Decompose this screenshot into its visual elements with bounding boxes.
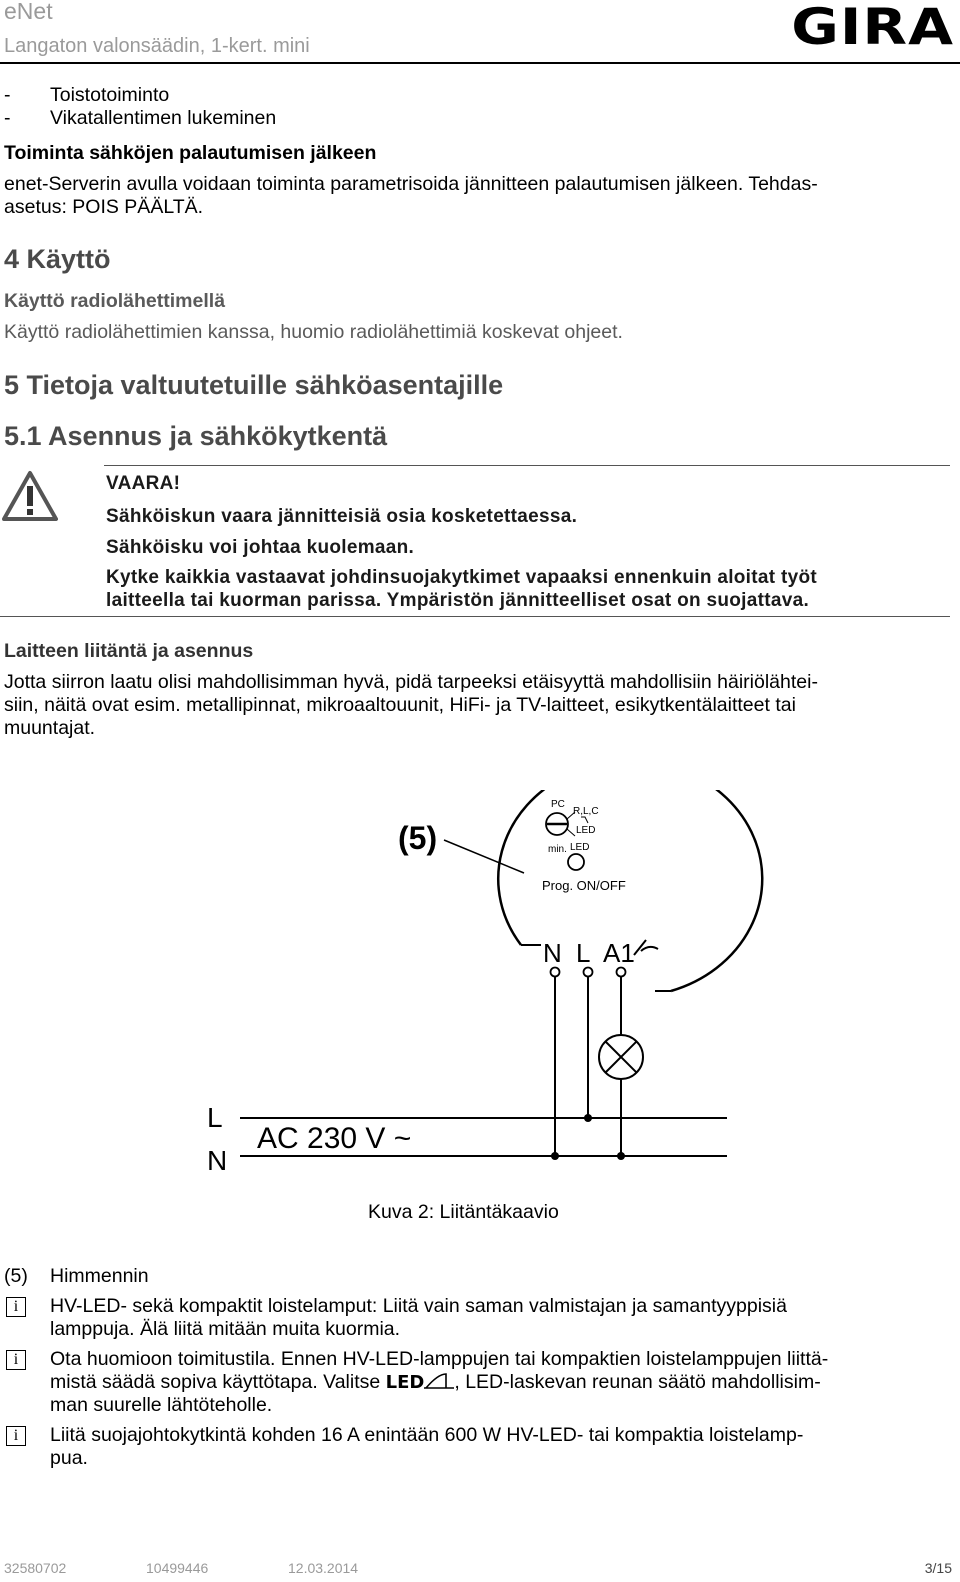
warning-line: Kytke kaikkia vastaavat johdinsuojakytkimet vapaaksi ennenkuin aloitat työt [106, 567, 817, 588]
dimmer-symbol-icon [634, 940, 658, 955]
supply-n-label: N [207, 1145, 228, 1176]
note-line [50, 1371, 950, 1394]
list-item-text: Vikatallentimen lukeminen [50, 107, 277, 129]
legend-text: Himmennin [50, 1265, 149, 1287]
info-icon: i [6, 1297, 26, 1317]
footer-article-number: 32580702 [4, 1560, 67, 1576]
figure-caption: Kuva 2: Liitäntäkaavio [368, 1201, 559, 1223]
section-5-heading: 5 Tietoja valtuutetuille sähköasentajille [4, 370, 504, 400]
power-restore-heading: Toiminta sähköjen palautumisen jälkeen [4, 142, 377, 164]
selector-led-min-label: LED [570, 842, 590, 853]
wiring-diagram [0, 790, 960, 1190]
section-4-subheading: Käyttö radiolähettimellä [4, 290, 226, 312]
list-dash: - [4, 107, 11, 129]
warning-line: laitteella tai kuorman parissa. Ympäristön jännitteelliset osat on suojattava. [106, 590, 810, 611]
section-4-text: Käyttö radiolähettimien kanssa, huomio radiolähettimiä koskevat ohjeet. [4, 321, 623, 343]
connection-heading: Laitteen liitäntä ja asennus [4, 640, 254, 662]
note-text: mistä säädä sopiva käyttötapa. Valitse [50, 1371, 381, 1393]
note-line: Liitä suojajohtokytkintä kohden 16 A enintään 600 W HV-LED- tai kompaktia loistelamp- [50, 1424, 804, 1446]
note-line: Ota huomioon toimitustila. Ennen HV-LED-lamppujen tai kompaktien loistelamppujen liittä- [50, 1348, 829, 1370]
note-text: , LED-laskevan reunan säätö mahdollisim- [454, 1371, 821, 1393]
lamp-icon [599, 1035, 643, 1079]
footer-date: 12.03.2014 [288, 1560, 359, 1576]
device-leader-line [444, 840, 524, 873]
document-subtitle: Langaton valonsäädin, 1-kert. mini [4, 35, 310, 57]
header-rule [0, 62, 960, 64]
terminal-l-label: L [576, 938, 591, 968]
power-restore-text-2: asetus: POIS PÄÄLTÄ. [4, 196, 204, 218]
list-dash: - [4, 84, 11, 106]
led-mode-label: LED [385, 1372, 425, 1393]
junction-dot [584, 1114, 592, 1122]
warning-line: Sähköiskun vaara jännitteisiä osia kosketettaessa. [106, 506, 578, 527]
warning-title: VAARA! [106, 473, 181, 494]
footer-page-number: 3/15 [924, 1560, 952, 1576]
legend-number: (5) [4, 1265, 28, 1287]
supply-l-label: L [207, 1102, 223, 1133]
junction-dot [617, 1152, 625, 1160]
warning-top-rule [104, 465, 950, 466]
gira-logo: GIRA [791, 0, 954, 57]
warning-triangle-icon [2, 470, 58, 522]
selector-rlc-label: R,L,C [573, 806, 599, 817]
list-item-text: Toistotoiminto [50, 84, 170, 106]
note-line: pua. [50, 1447, 88, 1469]
info-icon: i [6, 1350, 26, 1370]
connection-text-1: Jotta siirron laatu olisi mahdollisimman hyvä, pidä tarpeeksi etäisyyttä mahdollisiin häiriölähtei- [4, 671, 818, 693]
junction-dot [551, 1152, 559, 1160]
section-5-1-heading: 5.1 Asennus ja sähkökytkentä [4, 421, 388, 451]
warning-bottom-rule [0, 616, 950, 617]
legend-item [4, 1265, 954, 1288]
connection-text-3: muuntajat. [4, 717, 96, 739]
selector-led-label: LED [576, 825, 596, 836]
terminal-a1-label: A1 [603, 938, 635, 968]
supply-voltage-label: AC 230 V ~ [257, 1122, 412, 1155]
note-line: man suurelle lähtöteholle. [50, 1394, 273, 1416]
selector-pc-label: PC [551, 799, 565, 810]
prog-button-icon [568, 854, 584, 870]
device-label: (5) [398, 820, 438, 856]
terminal-points [551, 968, 626, 977]
info-icon: i [6, 1426, 26, 1446]
list-item [4, 107, 954, 130]
document-title: eNet [4, 0, 53, 24]
note-line: HV-LED- sekä kompaktit loistelamput: Liitä vain saman valmistajan ja samantyyppisiä [50, 1295, 787, 1317]
trailing-edge-icon [424, 1372, 454, 1390]
power-restore-text-1: enet-Serverin avulla voidaan toiminta parametrisoida jännitteen palautumisen jälkeen. Tehdas- [4, 173, 818, 195]
section-4-heading: 4 Käyttö [4, 244, 111, 274]
note-line: lamppuja. Älä liitä mitään muita kuormia. [50, 1318, 401, 1340]
warning-line: Sähköisku voi johtaa kuolemaan. [106, 537, 415, 558]
prog-label: Prog. ON/OFF [542, 878, 626, 893]
list-item [4, 84, 954, 107]
terminal-n-label: N [543, 938, 562, 968]
connection-text-2: siin, näitä ovat esim. metallipinnat, mikroaaltouunit, HiFi- ja TV-laitteet, esikytkentälaitteet tai [4, 694, 796, 716]
selector-min-label: min. [548, 844, 567, 855]
footer-doc-number: 10499446 [146, 1560, 209, 1576]
